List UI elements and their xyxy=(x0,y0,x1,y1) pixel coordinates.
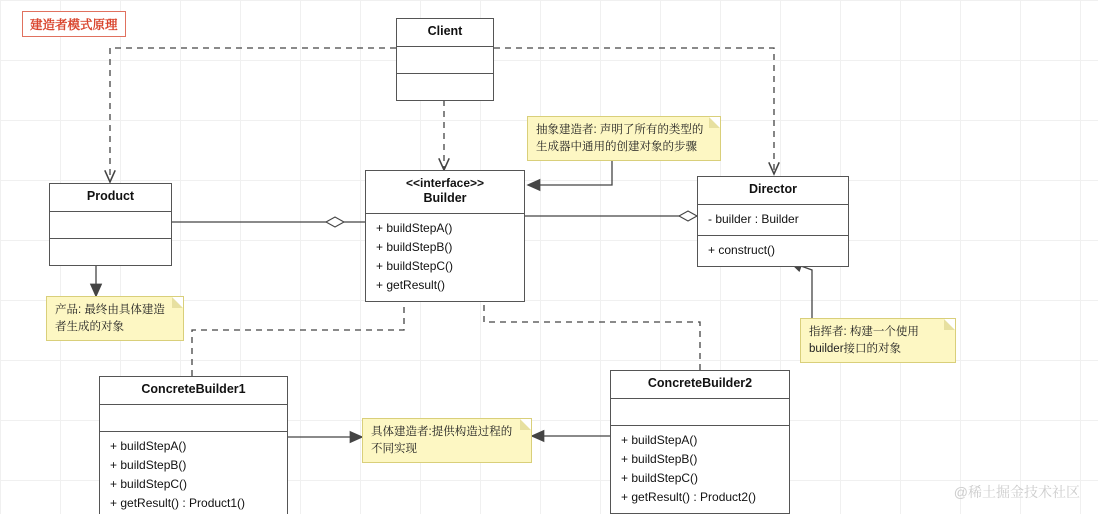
member: + buildStepB() xyxy=(376,239,453,254)
member: + buildStepB() xyxy=(621,451,698,466)
uml-class-director[interactable] xyxy=(697,176,849,267)
uml-class-concrete-builder-1[interactable] xyxy=(99,376,288,514)
class-attributes-client xyxy=(397,47,493,74)
member: + buildStepA() xyxy=(110,438,187,453)
uml-class-client[interactable] xyxy=(396,18,494,101)
page-title: 建造者模式原理 xyxy=(22,11,126,37)
member: + getResult() xyxy=(376,278,446,293)
class-methods-builder xyxy=(366,214,524,302)
note-concrete-builder: 具体建造者:提供构造过程的不同实现 xyxy=(362,418,532,463)
class-methods-director xyxy=(698,236,848,266)
member: + buildStepC() xyxy=(621,471,699,485)
class-title-concrete-builder-1: ConcreteBuilder1 xyxy=(100,377,287,405)
class-methods-concrete-builder-1 xyxy=(100,432,287,514)
class-title-builder xyxy=(366,171,524,214)
class-title-director: Director xyxy=(698,177,848,205)
class-methods-concrete-builder-2 xyxy=(611,426,789,514)
class-methods-client xyxy=(397,74,493,100)
note-product: 产品: 最终由具体建造者生成的对象 xyxy=(46,296,184,341)
member: + buildStepA() xyxy=(376,220,453,235)
member: + getResult() : Product1() xyxy=(110,496,246,511)
uml-class-concrete-builder-2[interactable] xyxy=(610,370,790,514)
class-name-builder: Builder xyxy=(423,191,467,205)
note-director: 指挥者: 构建一个使用builder接口的对象 xyxy=(800,318,956,363)
class-attributes-concrete-builder-2 xyxy=(611,399,789,426)
class-attributes-product xyxy=(50,212,171,239)
class-stereotype-builder: <<interface>> xyxy=(405,176,485,190)
member: + buildStepC() xyxy=(376,259,454,273)
note-builder: 抽象建造者: 声明了所有的类型的生成器中通用的创建对象的步骤 xyxy=(527,116,721,161)
member: + getResult() : Product2() xyxy=(621,490,757,505)
class-methods-product xyxy=(50,239,171,265)
class-attributes-concrete-builder-1 xyxy=(100,405,287,432)
class-title-product: Product xyxy=(50,184,171,212)
member: + buildStepB() xyxy=(110,457,187,472)
member: - builder : Builder xyxy=(708,211,799,226)
watermark: @稀土掘金技术社区 xyxy=(953,484,1080,500)
member: + buildStepA() xyxy=(621,432,698,447)
uml-class-product[interactable] xyxy=(49,183,172,266)
member: + construct() xyxy=(708,242,776,257)
member: + buildStepC() xyxy=(110,477,188,491)
uml-class-builder[interactable] xyxy=(365,170,525,302)
class-title-concrete-builder-2: ConcreteBuilder2 xyxy=(611,371,789,399)
class-attributes-director xyxy=(698,205,848,236)
class-title-client: Client xyxy=(397,19,493,47)
